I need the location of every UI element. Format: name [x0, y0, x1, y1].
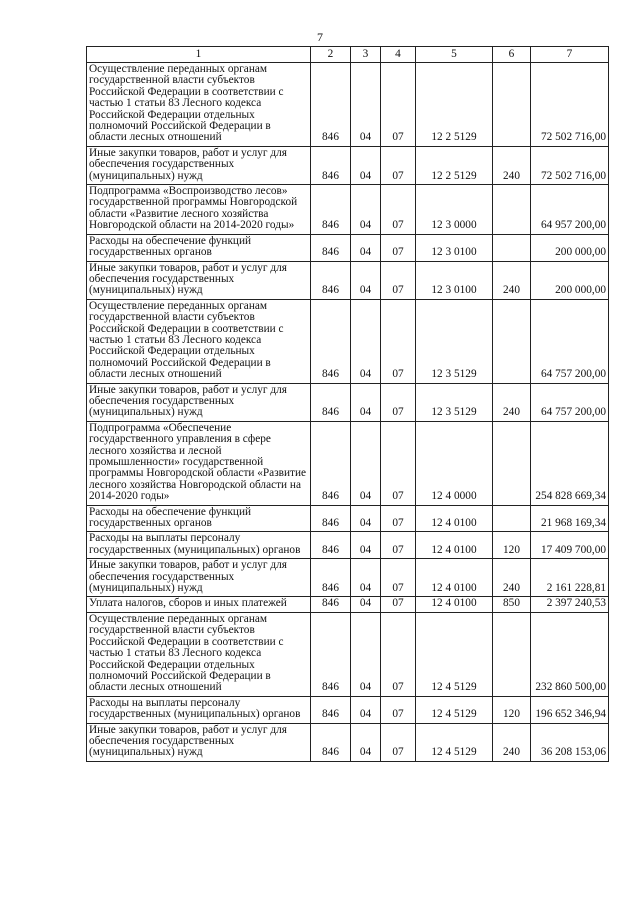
- table-row: [87, 532, 609, 559]
- row-name: Подпрограмма «Обеспечение государственного управления в сфере лесного хозяйства и лесной промышленности» государственной программы Новгородской области «Развитие лесного хозяйства Новгородской области на 2014-2020 годы»: [87, 421, 311, 505]
- row-amount: 200 000,00: [531, 234, 609, 261]
- row-code-3: 04: [351, 421, 381, 505]
- row-code-4: 07: [381, 612, 416, 696]
- row-code-5: 12 4 0100: [416, 532, 493, 559]
- table-row: [87, 185, 609, 235]
- row-amount: 64 757 200,00: [531, 299, 609, 383]
- table-row: [87, 696, 609, 723]
- row-amount: 72 502 716,00: [531, 146, 609, 184]
- row-code-2: 846: [311, 532, 351, 559]
- row-code-4: 07: [381, 299, 416, 383]
- budget-table: [86, 46, 609, 762]
- header-cell: 5: [416, 47, 493, 63]
- table-row: [87, 559, 609, 597]
- row-code-3: 04: [351, 612, 381, 696]
- row-amount: 232 860 500,00: [531, 612, 609, 696]
- row-code-6: [493, 421, 531, 505]
- row-code-3: 04: [351, 261, 381, 299]
- row-code-6: 240: [493, 559, 531, 597]
- row-code-6: [493, 505, 531, 532]
- header-cell: 6: [493, 47, 531, 63]
- row-code-4: 07: [381, 597, 416, 612]
- row-code-3: 04: [351, 63, 381, 147]
- row-name: Уплата налогов, сборов и иных платежей: [87, 597, 311, 612]
- row-code-2: 846: [311, 146, 351, 184]
- table-row: [87, 234, 609, 261]
- row-code-3: 04: [351, 532, 381, 559]
- row-code-4: 07: [381, 559, 416, 597]
- row-code-6: [493, 234, 531, 261]
- row-code-6: [493, 185, 531, 235]
- row-code-5: 12 3 0100: [416, 261, 493, 299]
- row-code-4: 07: [381, 421, 416, 505]
- row-amount: 196 652 346,94: [531, 696, 609, 723]
- row-code-2: 846: [311, 234, 351, 261]
- header-cell: 1: [87, 47, 311, 63]
- table-row: [87, 597, 609, 612]
- table-row: [87, 421, 609, 505]
- row-amount: 36 208 153,06: [531, 723, 609, 761]
- row-code-2: 846: [311, 421, 351, 505]
- row-code-4: 07: [381, 532, 416, 559]
- row-code-2: 846: [311, 63, 351, 147]
- row-name: Иные закупки товаров, работ и услуг для обеспечения государственных (муниципальных) нужд: [87, 723, 311, 761]
- row-name: Расходы на выплаты персоналу государственных (муниципальных) органов: [87, 696, 311, 723]
- row-code-6: 240: [493, 146, 531, 184]
- row-name: Расходы на обеспечение функций государственных органов: [87, 234, 311, 261]
- table-row: [87, 63, 609, 147]
- row-amount: 2 397 240,53: [531, 597, 609, 612]
- table-row: [87, 299, 609, 383]
- row-code-6: [493, 63, 531, 147]
- row-amount: 72 502 716,00: [531, 63, 609, 147]
- row-amount: 2 161 228,81: [531, 559, 609, 597]
- row-name: Подпрограмма «Воспроизводство лесов» государственной программы Новгородской области «Развитие лесного хозяйства Новгородской области на 2014-2020 годы»: [87, 185, 311, 235]
- row-code-3: 04: [351, 723, 381, 761]
- table-row: [87, 612, 609, 696]
- row-code-5: 12 3 0100: [416, 234, 493, 261]
- row-code-5: 12 4 5129: [416, 612, 493, 696]
- row-code-6: 240: [493, 261, 531, 299]
- row-code-3: 04: [351, 234, 381, 261]
- row-code-3: 04: [351, 185, 381, 235]
- row-code-6: [493, 299, 531, 383]
- row-code-2: 846: [311, 505, 351, 532]
- row-code-5: 12 4 5129: [416, 723, 493, 761]
- row-code-6: [493, 612, 531, 696]
- row-code-2: 846: [311, 597, 351, 612]
- row-name: Иные закупки товаров, работ и услуг для обеспечения государственных (муниципальных) нужд: [87, 261, 311, 299]
- row-name: Осуществление переданных органам государственной власти субъектов Российской Федерации в соответствии с частью 1 статьи 83 Лесного кодекса Российской Федерации отдельных полномочий Российской Федерации в области лесных отношений: [87, 612, 311, 696]
- row-code-5: 12 3 0000: [416, 185, 493, 235]
- row-code-3: 04: [351, 505, 381, 532]
- row-code-5: 12 2 5129: [416, 146, 493, 184]
- row-code-2: 846: [311, 612, 351, 696]
- row-code-3: 04: [351, 146, 381, 184]
- row-code-3: 04: [351, 559, 381, 597]
- row-name: Расходы на выплаты персоналу государственных (муниципальных) органов: [87, 532, 311, 559]
- table-body: [87, 63, 609, 762]
- header-cell: 3: [351, 47, 381, 63]
- row-code-4: 07: [381, 383, 416, 421]
- row-amount: 64 957 200,00: [531, 185, 609, 235]
- row-code-5: 12 4 0000: [416, 421, 493, 505]
- row-code-6: 120: [493, 532, 531, 559]
- row-code-6: 120: [493, 696, 531, 723]
- row-code-5: 12 4 0100: [416, 597, 493, 612]
- row-amount: 17 409 700,00: [531, 532, 609, 559]
- row-code-6: 850: [493, 597, 531, 612]
- row-code-4: 07: [381, 723, 416, 761]
- row-code-4: 07: [381, 261, 416, 299]
- row-code-4: 07: [381, 63, 416, 147]
- header-row: [87, 47, 609, 63]
- table-row: [87, 723, 609, 761]
- row-code-5: 12 2 5129: [416, 63, 493, 147]
- row-name: Иные закупки товаров, работ и услуг для обеспечения государственных (муниципальных) нужд: [87, 146, 311, 184]
- row-code-4: 07: [381, 696, 416, 723]
- row-code-3: 04: [351, 383, 381, 421]
- header-cell: 2: [311, 47, 351, 63]
- row-amount: 200 000,00: [531, 261, 609, 299]
- row-code-5: 12 3 5129: [416, 383, 493, 421]
- row-code-2: 846: [311, 383, 351, 421]
- row-code-5: 12 3 5129: [416, 299, 493, 383]
- row-code-4: 07: [381, 505, 416, 532]
- table-row: [87, 146, 609, 184]
- row-amount: 21 968 169,34: [531, 505, 609, 532]
- table-row: [87, 383, 609, 421]
- row-name: Иные закупки товаров, работ и услуг для обеспечения государственных (муниципальных) нужд: [87, 383, 311, 421]
- row-code-5: 12 4 0100: [416, 505, 493, 532]
- header-cell: 4: [381, 47, 416, 63]
- row-code-2: 846: [311, 723, 351, 761]
- page-number: 7: [317, 30, 323, 44]
- row-amount: 254 828 669,34: [531, 421, 609, 505]
- row-name: Расходы на обеспечение функций государственных органов: [87, 505, 311, 532]
- row-code-5: 12 4 5129: [416, 696, 493, 723]
- table-row: [87, 505, 609, 532]
- row-code-5: 12 4 0100: [416, 559, 493, 597]
- row-code-3: 04: [351, 696, 381, 723]
- row-code-2: 846: [311, 559, 351, 597]
- row-name: Осуществление переданных органам государственной власти субъектов Российской Федерации в соответствии с частью 1 статьи 83 Лесного кодекса Российской Федерации отдельных полномочий Российской Федерации в области лесных отношений: [87, 299, 311, 383]
- row-code-3: 04: [351, 299, 381, 383]
- row-code-6: 240: [493, 723, 531, 761]
- row-code-4: 07: [381, 234, 416, 261]
- row-code-4: 07: [381, 185, 416, 235]
- header-cell: 7: [531, 47, 609, 63]
- row-code-2: 846: [311, 185, 351, 235]
- row-code-6: 240: [493, 383, 531, 421]
- row-code-2: 846: [311, 299, 351, 383]
- row-code-2: 846: [311, 261, 351, 299]
- row-code-4: 07: [381, 146, 416, 184]
- row-code-3: 04: [351, 597, 381, 612]
- table-row: [87, 261, 609, 299]
- row-name: Осуществление переданных органам государственной власти субъектов Российской Федерации в соответствии с частью 1 статьи 83 Лесного кодекса Российской Федерации отдельных полномочий Российской Федерации в области лесных отношений: [87, 63, 311, 147]
- row-code-2: 846: [311, 696, 351, 723]
- row-amount: 64 757 200,00: [531, 383, 609, 421]
- row-name: Иные закупки товаров, работ и услуг для обеспечения государственных (муниципальных) нужд: [87, 559, 311, 597]
